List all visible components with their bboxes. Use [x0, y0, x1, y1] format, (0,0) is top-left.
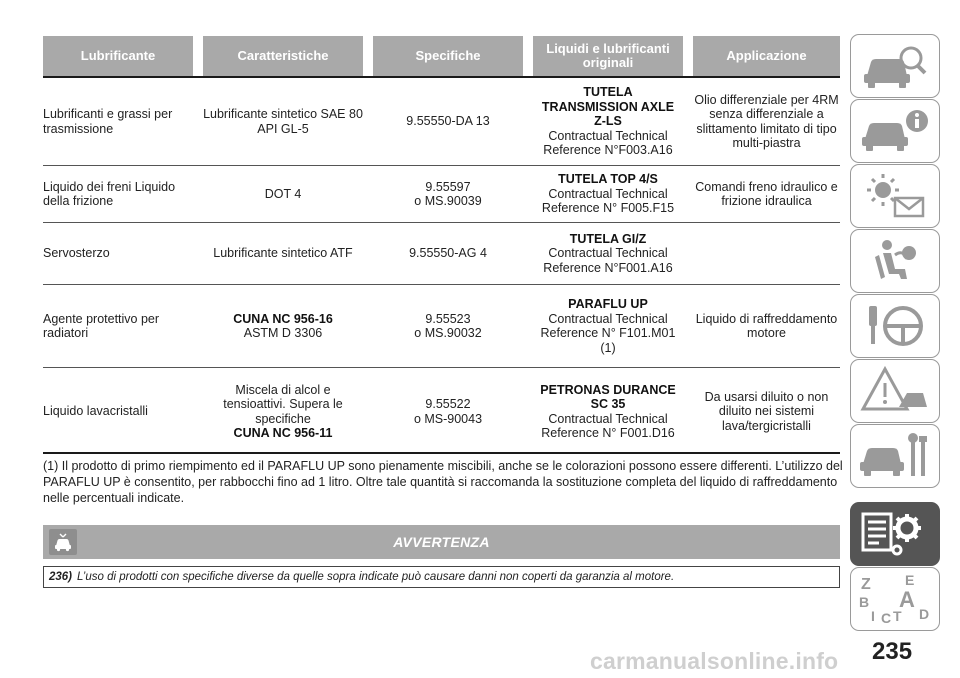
cell-characteristics: CUNA NC 956-16 ASTM D 3306	[233, 311, 333, 340]
svg-text:E: E	[905, 572, 915, 588]
alphabetical-index-icon	[855, 571, 935, 627]
svg-text:Z: Z	[861, 576, 871, 593]
footnote-rule	[43, 452, 840, 454]
warning-box	[43, 566, 840, 588]
tab-starting-driving[interactable]	[850, 294, 940, 358]
cell-original: PETRONAS DURANCE SC 35 Contractual Technical Reference N° F001.D16	[540, 382, 676, 440]
cell-original: TUTELA TRANSMISSION AXLE Z-LS Contractual Technical Reference N°F003.A16	[541, 85, 675, 158]
page-number: 235	[872, 638, 913, 665]
cell-specs: 9.55550-DA 13	[406, 114, 490, 129]
tab-maintenance[interactable]	[850, 424, 940, 488]
car-info-icon	[855, 103, 935, 159]
tab-warning-lights[interactable]	[850, 164, 940, 228]
car-warning-icon	[49, 529, 77, 555]
header-characteristics: Caratteristiche	[203, 36, 363, 76]
header-specs: Specifiche	[373, 36, 523, 76]
cell-characteristics: Lubrificante sintetico ATF	[213, 246, 353, 261]
svg-text:A: A	[899, 587, 915, 612]
cell-original: TUTELA GI/Z Contractual Technical Reference N°F001.A16	[543, 231, 673, 275]
road-warning-icon	[855, 363, 935, 419]
warning-text: L’uso di prodotti con specifiche diverse da quelle sopra indicate può causare danni non coperti da garanzia al motore.	[77, 571, 675, 583]
cell-specs: 9.55523 o MS.90032	[414, 311, 482, 340]
header-application: Applicazione	[693, 36, 840, 76]
cell-lubricant: Servosterzo	[43, 246, 110, 261]
car-search-icon	[855, 38, 935, 94]
cell-lubricant: Lubrificanti e grassi per trasmissione	[43, 107, 173, 136]
cell-application: Liquido di raffreddamento motore	[695, 311, 838, 340]
car-tools-icon	[855, 428, 935, 484]
cell-characteristics: DOT 4	[264, 186, 302, 201]
cell-application: Da usarsi diluito o non diluito nei sistemi lava/tergicristalli	[704, 389, 829, 433]
table-row	[43, 78, 840, 166]
cell-application: Comandi freno idraulico e frizione idraulica	[695, 179, 838, 208]
tab-technical-data[interactable]	[850, 502, 940, 566]
cell-application: Olio differenziale per 4RM senza differenziale a slittamento limitato di tipo multi-piastra	[694, 92, 839, 150]
svg-text:T: T	[893, 608, 902, 624]
tab-safety[interactable]	[850, 229, 940, 293]
specs-table	[43, 36, 840, 455]
tab-index[interactable]	[850, 567, 940, 631]
table-row	[43, 368, 840, 455]
cell-lubricant: Agente protettivo per radiatori	[43, 311, 160, 340]
warning-header	[43, 525, 840, 559]
cell-lubricant: Liquido dei freni Liquido della frizione	[43, 179, 176, 208]
svg-text:C: C	[881, 610, 892, 626]
svg-text:D: D	[919, 606, 930, 622]
warning-title: AVVERTENZA	[393, 534, 490, 550]
footnote: (1) Il prodotto di primo riempimento ed il PARAFLU UP sono pienamente miscibili, anche se le colorazioni possono essere differenti. L’utilizzo del PARAFLU UP è consentito, per rabbocchi fino ad 1 litro. Oltre tale quantità si raccomanda la sostituzione completa del liquido di raffreddamento nelle percentuali indicate.	[43, 459, 843, 505]
table-row	[43, 285, 840, 368]
cell-characteristics: Lubrificante sintetico SAE 80 API GL-5	[203, 107, 363, 136]
cell-specs: 9.55550-AG 4	[409, 246, 487, 261]
cell-original: PARAFLU UP Contractual Technical Reference N° F101.M01 (1)	[540, 297, 676, 355]
header-original-fluids: Liquidi e lubrificanti originali	[533, 36, 683, 76]
tab-car-search[interactable]	[850, 34, 940, 98]
technical-data-gear-icon	[855, 506, 935, 562]
cell-lubricant: Liquido lavacristalli	[43, 404, 148, 419]
cell-specs: 9.55522 o MS-90043	[413, 397, 483, 426]
svg-text:B: B	[859, 594, 870, 610]
steering-key-icon	[855, 298, 935, 354]
watermark: carmanualsonline.info	[590, 648, 839, 674]
svg-text:I: I	[871, 608, 875, 624]
table-row	[43, 166, 840, 223]
table-row	[43, 223, 840, 285]
tab-car-info[interactable]	[850, 99, 940, 163]
cell-specs: 9.55597 o MS.90039	[414, 179, 482, 208]
table-header	[43, 36, 840, 76]
airbag-seat-icon	[855, 233, 935, 289]
cell-characteristics: Miscela di alcol e tensioattivi. Supera le specifiche CUNA NC 956-11	[223, 382, 343, 440]
warning-number: 236)	[49, 571, 73, 583]
tab-emergency[interactable]	[850, 359, 940, 423]
cell-original: TUTELA TOP 4/S Contractual Technical Reference N° F005.F15	[541, 172, 675, 216]
header-lubricant: Lubrificante	[43, 36, 193, 76]
warning-light-message-icon	[855, 168, 935, 224]
